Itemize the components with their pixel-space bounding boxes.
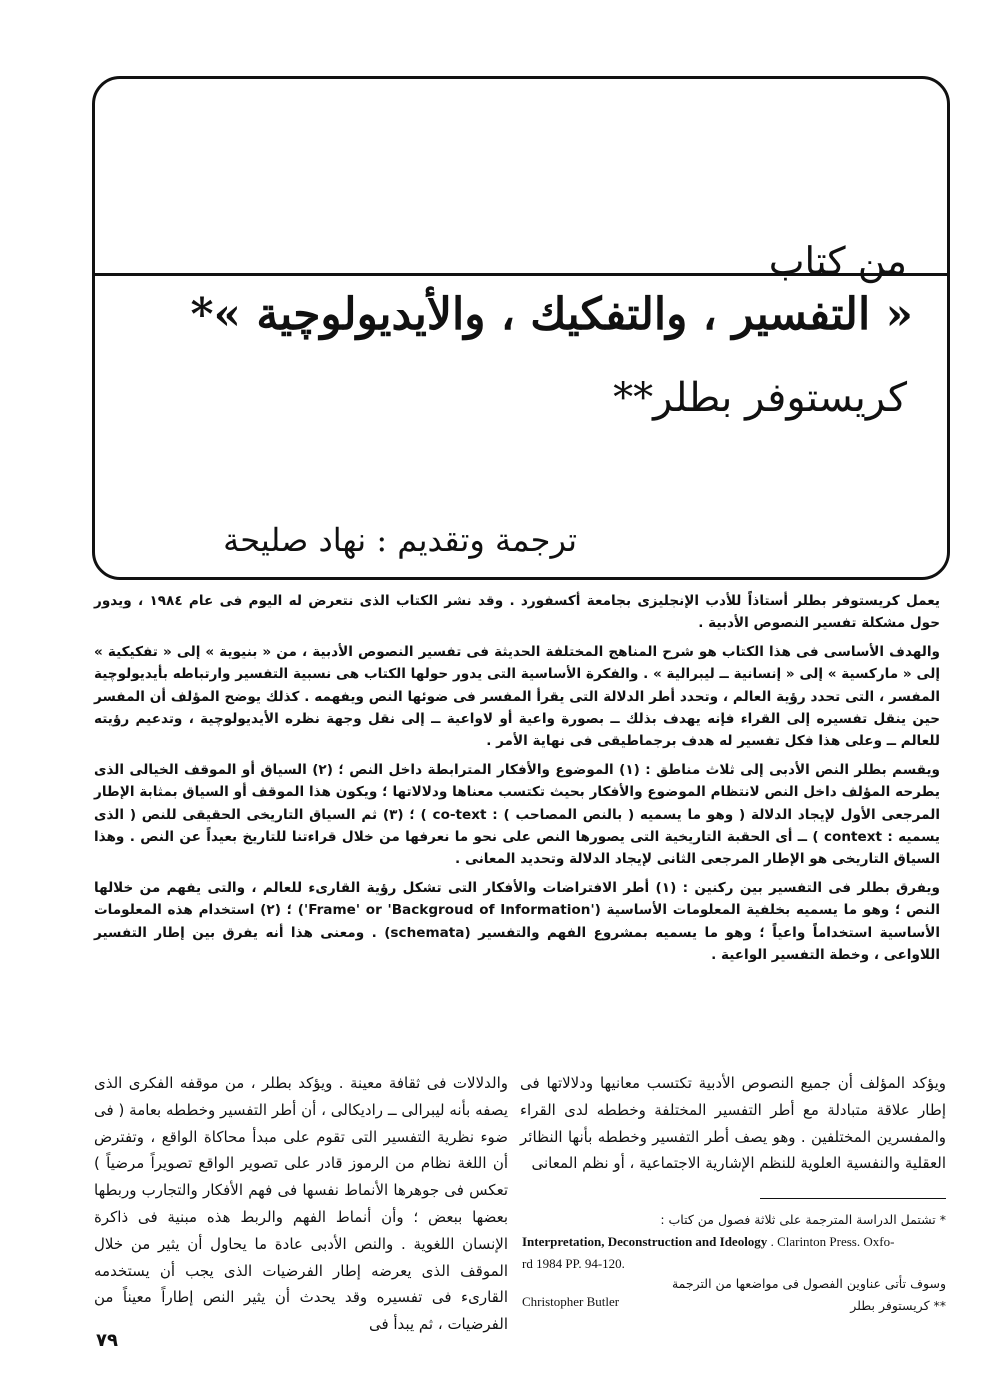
footnote-1-citation [522,1234,894,1250]
intro-paragraph: ويقسم بطلر النص الأدبى إلى ثلاث مناطق : (١) الموضوع والأفكار المترابطة داخل النص ؛ (٢) السياق أو الموقف الخيالى الذى يطرحه المؤلف داخل النص لانتظام الموضوع والأفكار بحيث تكتسب معناها ودلالاتها ؛ ويكون هذا الموقف أو السياق بمثابة الإطار المرجعى الأول لإيجاد الدلالة ( وهو ما يسميه ( بالنص المصاحب ) : co-text ) ؛ (٣) ثم السياق التاريخى الحقيقى للنص ( الذى يسميه : context ) ــ أى الحقبة التاريخية التى يصورها النص على نحو ما نعرفها من خلال قراءتنا للتاريخ بعيداً عن النص . وهذا السياق التاريخى هو الإطار المرجعى الثانى لإيجاد الدلالة وتحديد المعانى . [94,761,941,868]
author-name: كريستوفر بطلر** [613,375,907,421]
from-book-label: من كتاب [768,239,907,283]
intro-paragraph: ويفرق بطلر فى التفسير بين ركنين : (١) أطر الافتراضات والأفكار التى تشكل رؤية القارىء للعالم ، والتى يفهم من خلالها النص ؛ وهو ما يسميه بخلفية المعلومات الأساسية ('Frame' or 'Backgroud of Information') ؛ (٢) استخدام هذه المعلومات الأساسية استخداماً واعياً ؛ وهو ما يسميه بمشروع الفهم والتفسير (schemata) . ومعنى هذا أنه يفرق بين إطار التفسير اللاواعى ، وخطة التفسير الواعية . [94,879,940,964]
footnote-rule [760,1198,946,1199]
body-column-right [520,1070,946,1177]
footnote-1-citation-line2: rd 1984 PP. 94-120. [522,1256,625,1271]
footnote-book-title: Interpretation, Deconstruction and Ideology [522,1234,768,1249]
body-paragraph: ويؤكد المؤلف أن جميع النصوص الأدبية تكتسب معانيها ودلالاتها فى إطار علاقة متبادلة مع أطر التفسير المختلفة وخططه لدى القراء والمفسرين المختلفين . وهو يصف أطر التفسير وخططه بأنها النظائر العقلية والنفسية العلوية للنظم الإشارية الاجتماعية ، أو نظم المعانى [520,1074,946,1173]
intro-section [94,590,940,973]
footnote-1-note: وسوف تأتى عناوين الفصول فى مواضعها من الترجمة [671,1276,946,1291]
intro-paragraph: والهدف الأساسى فى هذا الكتاب هو شرح المناهج المختلفة الحديثة فى تفسير النصوص الأدبية ، من « بنيوية » إلى « تفكيكية » إلى « ماركسية » إلى « إنسانية ــ ليبرالية » . والفكرة الأساسية التى يدور حولها الكتاب هى نسبية التفسير وارتباطه بأيديولوچية المفسر ، التى تحدد رؤية العالم ، وتحدد أطر الدلالة التى يقرأ المفسر فى ضوئها النص ويفهمه . كذلك يوضح المؤلف أن المفسر حين ينقل تفسيره إلى القراء فإنه يهدف بذلك ــ بصورة واعية أو لاواعية ــ إلى نقل وجهة نظره الأيديولوچية ، وتدعيم رؤيته للعالم ــ وعلى هذا فكل تفسير له هدف برجماطيقى فى نهاية الأمر . [94,643,940,750]
header-box [92,76,950,580]
footnote-publisher: . Clarinton Press. Oxfo- [770,1234,895,1249]
translator-credit: ترجمة وتقديم : نهاد صليحة [223,521,577,559]
footnote-1: * تشتمل الدراسة المترجمة على ثلاثة فصول من كتاب : [660,1212,946,1227]
page-number: ٧٩ [96,1330,118,1351]
intro-paragraph: يعمل كريستوفر بطلر أستاذاً للأدب الإنجليزى بجامعة أكسفورد . وقد نشر الكتاب الذى نتعرض له اليوم فى عام ١٩٨٤ ، ويدور حول مشكلة تفسير النصوص الأدبية . [94,593,940,632]
footnote-2: ** كريستوفر بطلر [850,1298,946,1313]
header-rule [95,273,947,276]
body-paragraph: والدلالات فى ثقافة معينة . ويؤكد بطلر ، من موقفه الفكرى الذى يصفه بأنه ليبرالى ــ راديكالى ، أن أطر التفسير وخططه بعامة ( فى ضوء نظرية التفسير التى تقوم على مبدأ محاكاة الواقع ، وتفترض أن اللغة نظام من الرموز قادر على تصوير الواقع تصويراً مرضياً ) تعكس فى جوهرها الأنماط نفسها فى فهم الأفكار والتجارب وربطها بعضها ببعض ؛ وأن أنماط الفهم والربط هذه مبنية فى ذاكرة الإنسان اللغوية . والنص الأدبى عادة ما يحاول أن يثير من خلال الموقف الذى يعرضه إطار الفرضيات الذى يجب أن يستخدمه القارىء فى تفسيره وقد يحدث أن يثير النص إطاراً معيناً من الفرضيات ، ثم يبدأ فى [94,1074,508,1334]
book-title: « التفسير ، والتفكيك ، والأيديولوچية »* [190,289,913,340]
footnote-2-english-name: Christopher Butler [522,1294,620,1309]
body-column-left [94,1070,508,1338]
